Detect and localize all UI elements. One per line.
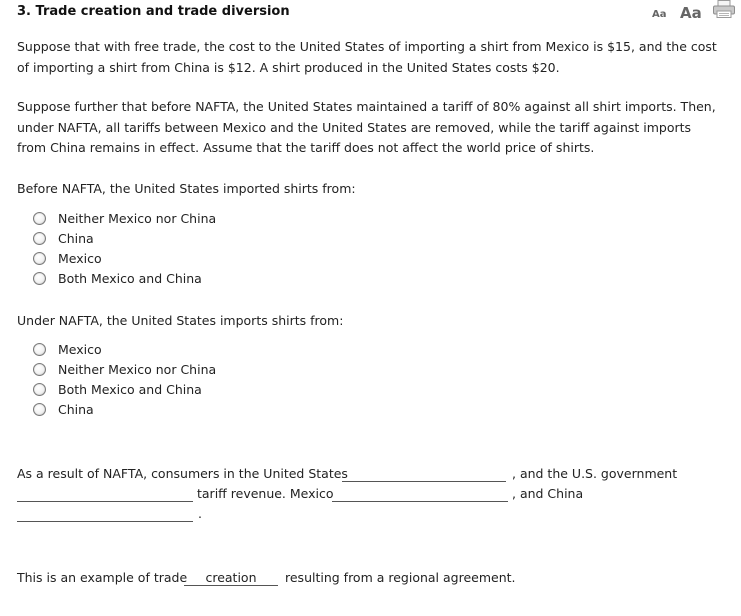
- q3-text-consumers: As a result of NAFTA, consumers in the United States: [17, 466, 348, 481]
- q2-option-neither[interactable]: [33, 359, 216, 379]
- tariff-revenue-dropdown[interactable]: [17, 501, 193, 502]
- q3-text-mexico: tariff revenue. Mexico: [197, 486, 334, 501]
- q4-text-before: This is an example of trade: [17, 570, 188, 585]
- q1-option-mexico[interactable]: [33, 248, 102, 268]
- q1-option-neither[interactable]: [33, 208, 216, 228]
- q1-option-label: Both Mexico and China: [58, 270, 202, 286]
- radio-button[interactable]: [33, 343, 46, 356]
- radio-button[interactable]: [33, 383, 46, 396]
- decrease-font-button[interactable]: Aa: [652, 9, 667, 20]
- q2-option-label: China: [58, 401, 94, 417]
- radio-button[interactable]: [33, 212, 46, 225]
- q2-option-china[interactable]: [33, 399, 94, 419]
- trade-type-dropdown[interactable]: creation: [184, 570, 278, 586]
- q1-option-both[interactable]: [33, 268, 202, 288]
- q3-text-government: , and the U.S. government: [512, 466, 678, 481]
- china-dropdown[interactable]: [17, 521, 193, 522]
- intro-paragraph-costs: Suppose that with free trade, the cost to the United States of importing a shirt from Mexico is $15, and the cost of importing a shirt from China is $12. A shirt produced in the United States costs $20.: [17, 39, 717, 75]
- radio-button[interactable]: [33, 232, 46, 245]
- q3-text-period: .: [198, 506, 202, 521]
- q2-option-label: Neither Mexico nor China: [58, 361, 217, 377]
- q1-option-china[interactable]: [33, 228, 94, 248]
- q2-option-mexico[interactable]: [33, 339, 102, 359]
- consumers-dropdown[interactable]: [342, 481, 506, 482]
- q2-option-label: Mexico: [58, 341, 102, 357]
- q1-option-label: Neither Mexico nor China: [58, 210, 217, 226]
- q1-prompt: Before NAFTA, the United States imported shirts from:: [17, 181, 356, 196]
- q2-option-both[interactable]: [33, 379, 202, 399]
- radio-button[interactable]: [33, 403, 46, 416]
- radio-button[interactable]: [33, 252, 46, 265]
- radio-button[interactable]: [33, 272, 46, 285]
- q2-option-label: Both Mexico and China: [58, 381, 202, 397]
- intro-paragraph-tariff: Suppose further that before NAFTA, the United States maintained a tariff of 80% against all shirt imports. Then, under NAFTA, all tariffs between Mexico and the United States are removed, while the tariff against imports from China remains in effect. Assume that the tariff does not affect the world price of shirts.: [17, 99, 716, 155]
- q3-text-china: , and China: [512, 486, 584, 501]
- question-title: 3. Trade creation and trade diversion: [17, 4, 290, 19]
- q1-option-label: China: [58, 230, 94, 246]
- q4-text-after: resulting from a regional agreement.: [285, 570, 516, 585]
- mexico-dropdown[interactable]: [332, 501, 508, 502]
- q2-prompt: Under NAFTA, the United States imports shirts from:: [17, 313, 344, 328]
- increase-font-button[interactable]: Aa: [680, 4, 702, 22]
- printer-icon[interactable]: [713, 0, 735, 18]
- q1-option-label: Mexico: [58, 250, 102, 266]
- radio-button[interactable]: [33, 363, 46, 376]
